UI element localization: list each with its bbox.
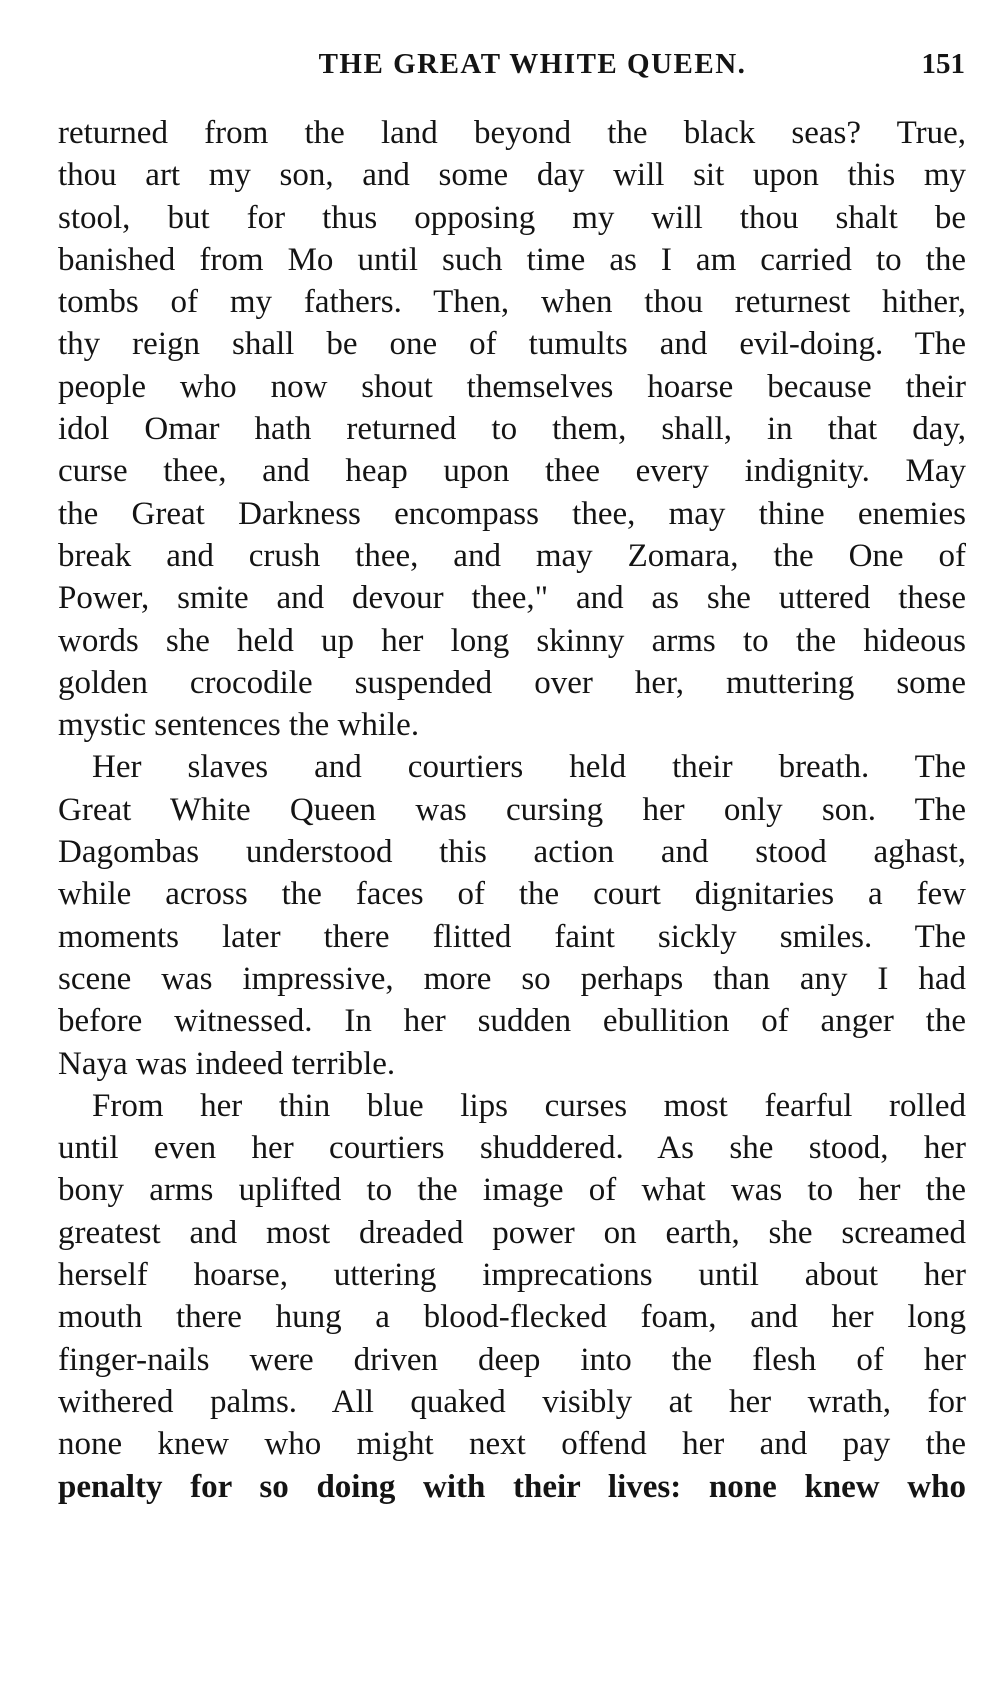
running-title: THE GREAT WHITE QUEEN. [318, 48, 747, 80]
text-line: golden crocodile suspended over her, muttering some [58, 664, 966, 701]
body-text [58, 112, 966, 1508]
text-line: curse thee, and heap upon thee every indignity. May [58, 453, 966, 490]
text-line: herself hoarse, uttering imprecations until about her [58, 1257, 966, 1294]
paragraph [58, 112, 966, 746]
text-line: break and crush thee, and may Zomara, the One of [58, 537, 966, 574]
text-line: thy reign shall be one of tumults and evil-doing. The [58, 326, 966, 363]
text-line: scene was impressive, more so perhaps than any I had [58, 960, 966, 997]
text-line: words she held up her long skinny arms to the hideous [58, 622, 966, 659]
text-line: tombs of my fathers. Then, when thou returnest hither, [58, 284, 966, 321]
text-line: none knew who might next offend her and pay the [58, 1426, 966, 1463]
text-line: thou art my son, and some day will sit upon this my [58, 157, 966, 194]
text-line: finger-nails were driven deep into the flesh of her [58, 1341, 966, 1378]
text-line: Great White Queen was cursing her only son. The [58, 791, 966, 828]
page-number: 151 [921, 48, 965, 80]
text-line: From her thin blue lips curses most fearful rolled [92, 1087, 966, 1124]
text-line: the Great Darkness encompass thee, may thine enemies [58, 495, 966, 532]
text-line: banished from Mo until such time as I am carried to the [58, 241, 966, 278]
text-line: bony arms uplifted to the image of what was to her the [58, 1172, 966, 1209]
text-line: Power, smite and devour thee," and as she uttered these [58, 580, 966, 617]
text-line: Her slaves and courtiers held their breath. The [92, 749, 966, 786]
text-line: Dagombas understood this action and stood aghast, [58, 834, 966, 871]
text-line: while across the faces of the court dignitaries a few [58, 876, 966, 913]
text-line: moments later there flitted faint sickly smiles. The [58, 918, 966, 955]
text-line: Naya was indeed terrible. [58, 1045, 396, 1082]
text-line: returned from the land beyond the black seas? True, [58, 115, 966, 151]
text-line: mystic sentences the while. [58, 707, 420, 744]
text-line: until even her courtiers shuddered. As she stood, her [58, 1130, 966, 1167]
text-line: greatest and most dreaded power on earth, she screamed [58, 1214, 966, 1251]
text-line: penalty for so doing with their lives: none knew who [58, 1468, 966, 1505]
text-line: mouth there hung a blood-flecked foam, and her long [58, 1299, 966, 1336]
running-head [60, 48, 965, 92]
text-line: idol Omar hath returned to them, shall, in that day, [58, 411, 966, 448]
paragraph [58, 1085, 966, 1508]
text-line: withered palms. All quaked visibly at her wrath, for [58, 1383, 966, 1420]
text-line: people who now shout themselves hoarse because their [58, 368, 966, 405]
text-line: stool, but for thus opposing my will thou shalt be [58, 199, 966, 236]
text-line: before witnessed. In her sudden ebullition of anger the [58, 1003, 966, 1040]
paragraph [58, 746, 966, 1084]
